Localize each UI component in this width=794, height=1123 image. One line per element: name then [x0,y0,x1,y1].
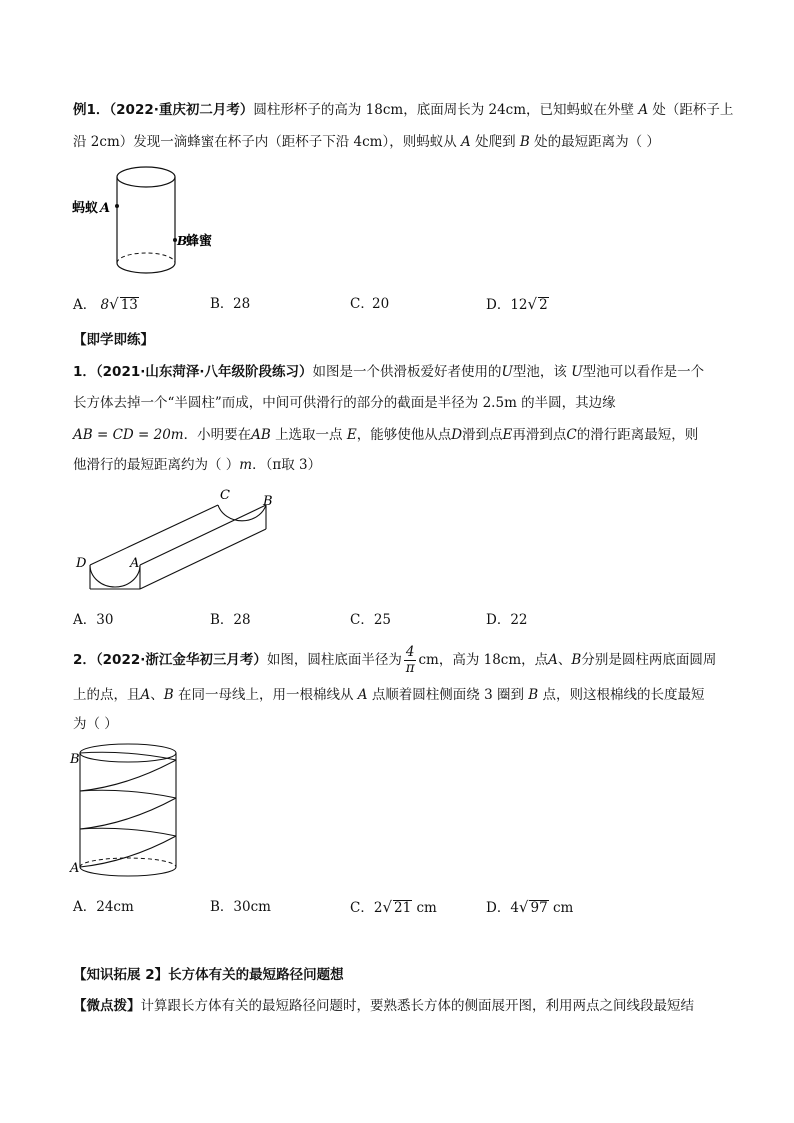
example-label: 例1． [73,102,110,118]
edge-ab [140,505,266,565]
option-c-value: 20 [372,296,390,312]
example-text: 处的最短距离为（ ） [534,134,660,150]
cup-bottom-back [117,253,175,263]
edge-dc [90,505,218,565]
section-practice-heading: 【即学即练】 [73,332,154,348]
honey-label: 蜂蜜 [186,234,213,249]
extension-heading: 【知识拓展 2】长方体有关的最短路径问题想 [73,967,344,983]
example1-line1 [73,101,733,119]
option-a: A． 8√ 13 [73,295,138,313]
cylinder-bottom-front [80,867,176,876]
fig-label-c: C [220,488,230,503]
example-text: 圆柱形杯子的高为 18cm，底面周长为 24cm，已知蚂蚁在外壁 [253,102,635,118]
cylinder-bottom-back [80,858,176,867]
helix-back [80,752,176,836]
fig-label-a: A [130,556,140,571]
fig-label-b: B [70,752,80,767]
example-text: 沿 2cm）发现一滴蜂蜜在杯子内（距杯子下沿 4cm），则蚂蚁从 [73,134,457,150]
q1-line3: AB = CD = 20m．小明要在AB 上选取一点 E，能够使他从点D滑到点E再滑到点C的滑行距离最短，则 [73,427,699,443]
u-pool-figure [70,485,280,600]
option-b: B． [210,296,234,312]
question-source: （2021·山东菏泽·八年级阶段练习） [95,364,313,380]
q2-line3: 为（ ） [73,716,118,732]
fig-label-a: A [70,861,80,876]
cup-figure [70,160,250,285]
option-c: C． [350,296,374,312]
option-d: D．12√ 2 [486,295,548,313]
option-b-value: 28 [233,296,251,312]
ant-label: 蚂蚁 [72,201,99,216]
point-b: B [519,134,530,150]
option-a: A．30 [73,612,114,628]
option-b: B．30cm [210,899,271,915]
q1-line1: 1．（2021·山东菏泽·八年级阶段练习）如图是一个供滑板爱好者使用的U型池，该 U型池可以看作是一个 [73,364,705,380]
q2-line1: 2．（2022·浙江金华初三月考）如图，圆柱底面半径为 $\frac{4}{\pi}$ cm，高为 18cm，点A、B分别是圆柱两底面圆周 [73,644,717,676]
q1-line4: 他滑行的最短距离约为（ ）m．（π取 3） [73,457,322,473]
cup-top-rim [117,167,175,187]
question-number: 1． [73,364,96,380]
back-half-circle [218,505,266,521]
fig-label-d: D [76,556,87,571]
point-a: A [461,134,471,150]
q2-line2: 上的点，且A、B 在同一母线上，用一根棉线从 A 点顺着圆柱侧面绕 3 圈到 B 点，则这根棉线的长度最短 [73,687,705,703]
option-d: D．22 [486,612,528,628]
extension-tip [73,997,694,1015]
example-text: 处（距杯子上 [652,102,734,118]
example-text: 处爬到 [475,134,516,150]
point-a: A [638,102,649,118]
q1-line2: 长方体去掉一个“半圆柱”而成，中间可供滑行的部分的截面是半径为 2.5m 的半圆，其边缘 [73,395,616,411]
fig-label-a: A [100,201,111,216]
tip-text: 计算跟长方体有关的最短路径问题时，要熟悉长方体的侧面展开图，利用两点之间线段最短结 [140,998,694,1014]
fig-label-b: B [177,234,188,248]
option-c: C．2√ 21 cm [350,898,437,916]
option-d: D．4√ 97 cm [486,898,574,916]
question-number: 2． [73,652,96,668]
question-source: （2022·浙江金华初三月考） [95,652,267,668]
fig-label-b: B [263,494,273,509]
helix-front [80,760,176,867]
cup-bottom-front [117,263,175,273]
point-a-dot [115,204,119,208]
option-a: A．24cm [73,899,134,915]
option-b: B．28 [210,612,251,628]
example1-line2 [73,133,660,151]
tip-label: 【微点拨】 [73,998,141,1014]
fraction-4-over-pi: $\frac{4}{\pi}$ [405,644,415,676]
option-c: C．25 [350,612,392,628]
helix-cylinder-figure [68,740,188,890]
example-source: （2022·重庆初二月考） [109,102,254,118]
